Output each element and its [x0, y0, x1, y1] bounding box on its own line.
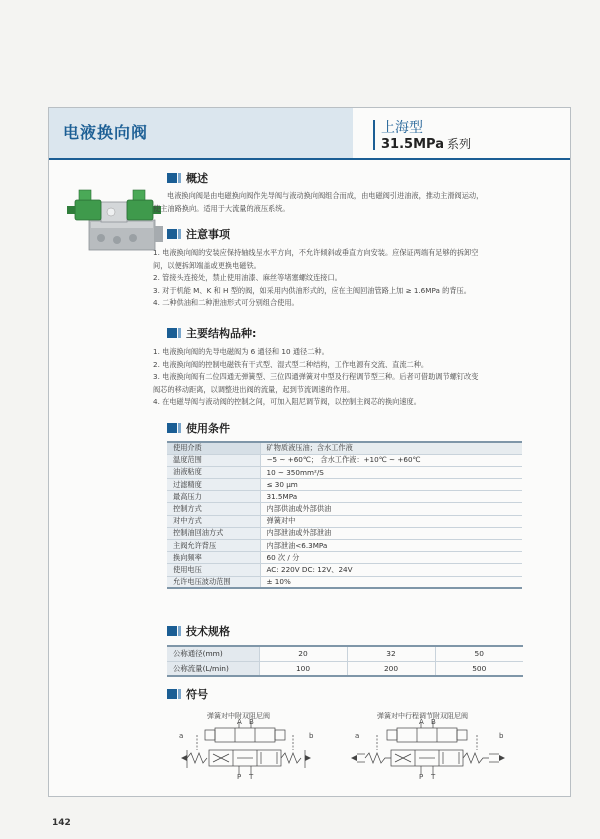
- conditions-value: 内部泄油<6.3MPa: [260, 540, 522, 552]
- page-frame: [48, 107, 571, 797]
- conditions-key: 油液粘度: [167, 466, 260, 478]
- conditions-value: 内部供油或外部供油: [260, 503, 522, 515]
- conditions-row: [167, 527, 522, 539]
- hydraulic-symbol-left: [177, 720, 317, 778]
- conditions-value: ± 10%: [260, 576, 522, 588]
- port-t-left: T: [249, 773, 254, 781]
- structure-heading: 主要结构品种:: [186, 327, 257, 340]
- conditions-key: 控制方式: [167, 503, 260, 515]
- port-p-left: P: [237, 773, 242, 781]
- conditions-value: −5 ~ +60℃； 含水工作液：+10℃ ~ +60℃: [260, 454, 522, 466]
- port-t-right: T: [431, 773, 436, 781]
- symbols-section: [167, 686, 208, 702]
- conditions-row: [167, 552, 522, 564]
- overview-heading: 概述: [186, 172, 208, 185]
- conditions-section: [167, 420, 230, 436]
- notes-line: 1. 电液换向阀的安装应保持轴线呈水平方向，不允许倾斜或垂直方向安装。应保证两端有足够的拆卸空: [153, 248, 479, 257]
- notes-text: [153, 247, 478, 310]
- conditions-key: 主阀允许背压: [167, 540, 260, 552]
- tech-value: 100: [259, 661, 347, 676]
- notes-line: 3. 对于机能 M、K 和 H 型的阀，如采用内供油形式的，应在主阀回油管路上加 ≥ 1.6MPa 的背压。: [153, 285, 471, 295]
- conditions-heading: 使用条件: [186, 422, 230, 435]
- notes-line: 4. 二种供油和二种泄油形式可分别组合使用。: [153, 298, 299, 307]
- port-b-left: B: [249, 718, 254, 726]
- notes-line: 间，以便拆卸端盖或更换电磁铁。: [153, 260, 261, 270]
- page-title: 电液换向阀: [63, 123, 149, 142]
- conditions-value: 31.5MPa: [260, 491, 522, 503]
- overview-line: 电液换向阀是由电磁换向阀作先导阀与液动换向阀组合而成，由电磁阀引进油液，推动主滑阀运动，: [167, 191, 484, 200]
- notes-line: 2. 管接头连接处，禁止使用油漆、麻丝等堵塞螺纹连接口。: [153, 273, 342, 282]
- conditions-value: ≤ 30 μm: [260, 479, 522, 491]
- overview-text: [153, 190, 483, 215]
- solenoid-a-right: a: [355, 732, 360, 740]
- structure-line: 4. 在电磁导阀与液动阀的控制之间，可加入阻尼调节阀，以控制主阀芯的换向速度。: [153, 397, 421, 406]
- series-pressure-line: [381, 135, 471, 152]
- solenoid-b-right: b: [499, 732, 504, 740]
- tech-row: [167, 661, 523, 676]
- port-b-right: B: [431, 718, 436, 726]
- section-marker: [167, 173, 177, 183]
- conditions-key: 过滤精度: [167, 479, 260, 491]
- symbols-heading: 符号: [186, 688, 208, 701]
- conditions-key: 换向频率: [167, 552, 260, 564]
- series-suffix: 系列: [446, 137, 471, 151]
- notes-section: [167, 226, 230, 242]
- conditions-row: [167, 466, 522, 478]
- conditions-key: 使用电压: [167, 564, 260, 576]
- series-bar: [373, 120, 375, 150]
- conditions-row: [167, 479, 522, 491]
- structure-line: 阀芯的移动距离，以调整进出阀的流量，起到节流调速的作用。: [153, 384, 355, 394]
- series-banner: [355, 108, 570, 158]
- overview-line: 使主油路换向。适用于大流量的液压系统。: [153, 203, 290, 213]
- title-banner: [49, 108, 353, 158]
- section-marker: [167, 626, 177, 636]
- structure-text: [153, 346, 478, 409]
- structure-line: 1. 电液换向阀的先导电磁阀为 6 通径和 10 通径二种。: [153, 347, 329, 356]
- series-pressure: 31.5MPa: [381, 137, 444, 152]
- port-a-right: A: [419, 718, 424, 726]
- solenoid-a-left: a: [179, 732, 184, 740]
- conditions-value: 矿物质液压油；含水工作液: [260, 442, 522, 454]
- conditions-value: 弹簧对中: [260, 515, 522, 527]
- conditions-key: 最高压力: [167, 491, 260, 503]
- conditions-value: 60 次 / 分: [260, 552, 522, 564]
- symbol-caption-left: 弹簧对中附双阻尼阀: [207, 712, 270, 720]
- conditions-value: 内部泄油或外部泄油: [260, 527, 522, 539]
- conditions-row: [167, 491, 522, 503]
- tech-row: [167, 646, 523, 661]
- section-marker: [167, 229, 177, 239]
- notes-heading: 注意事项: [186, 228, 230, 241]
- port-p-right: P: [419, 773, 424, 781]
- conditions-row: [167, 540, 522, 552]
- conditions-key: 控制油回油方式: [167, 527, 260, 539]
- conditions-row: [167, 454, 522, 466]
- tech-value: 50: [435, 646, 523, 661]
- tech-heading: 技术规格: [186, 625, 230, 638]
- hydraulic-symbol-right: [349, 720, 509, 778]
- tech-section: [167, 623, 230, 639]
- conditions-value: AC: 220V DC: 12V、24V: [260, 564, 522, 576]
- tech-value: 200: [347, 661, 435, 676]
- conditions-key: 温度范围: [167, 454, 260, 466]
- series-type: 上海型: [381, 120, 423, 136]
- section-marker: [167, 328, 177, 338]
- structure-section: [167, 325, 256, 341]
- overview-section: [167, 170, 208, 186]
- conditions-row: [167, 564, 522, 576]
- tech-key: 公称流量(L/min): [167, 661, 259, 676]
- solenoid-b-left: b: [309, 732, 314, 740]
- conditions-table: [167, 441, 522, 589]
- conditions-key: 对中方式: [167, 515, 260, 527]
- section-marker: [167, 689, 177, 699]
- tech-value: 20: [259, 646, 347, 661]
- conditions-key: 允许电压波动范围: [167, 576, 260, 588]
- page-number: 142: [52, 818, 71, 828]
- tech-key: 公称通径(mm): [167, 646, 259, 661]
- structure-line: 2. 电液换向阀的控制电磁铁有干式型、湿式型二种结构，工作电源有交流、直流二种。: [153, 359, 429, 369]
- conditions-value: 10 ~ 350mm²/S: [260, 466, 522, 478]
- port-a-left: A: [237, 718, 242, 726]
- conditions-row: [167, 576, 522, 588]
- header-rule: [49, 158, 570, 160]
- conditions-key: 使用介质: [167, 442, 260, 454]
- conditions-row: [167, 503, 522, 515]
- section-marker: [167, 423, 177, 433]
- symbol-caption-right: 弹簧对中行程调节附双阻尼阀: [377, 712, 468, 720]
- conditions-row: [167, 442, 522, 454]
- tech-value: 32: [347, 646, 435, 661]
- tech-table: [167, 645, 523, 677]
- tech-value: 500: [435, 661, 523, 676]
- conditions-row: [167, 515, 522, 527]
- structure-line: 3. 电液换向阀有二位四通无弹簧型、三位四通弹簧对中型及行程调节型三种。后者可借助调节螺钉改变: [153, 372, 479, 381]
